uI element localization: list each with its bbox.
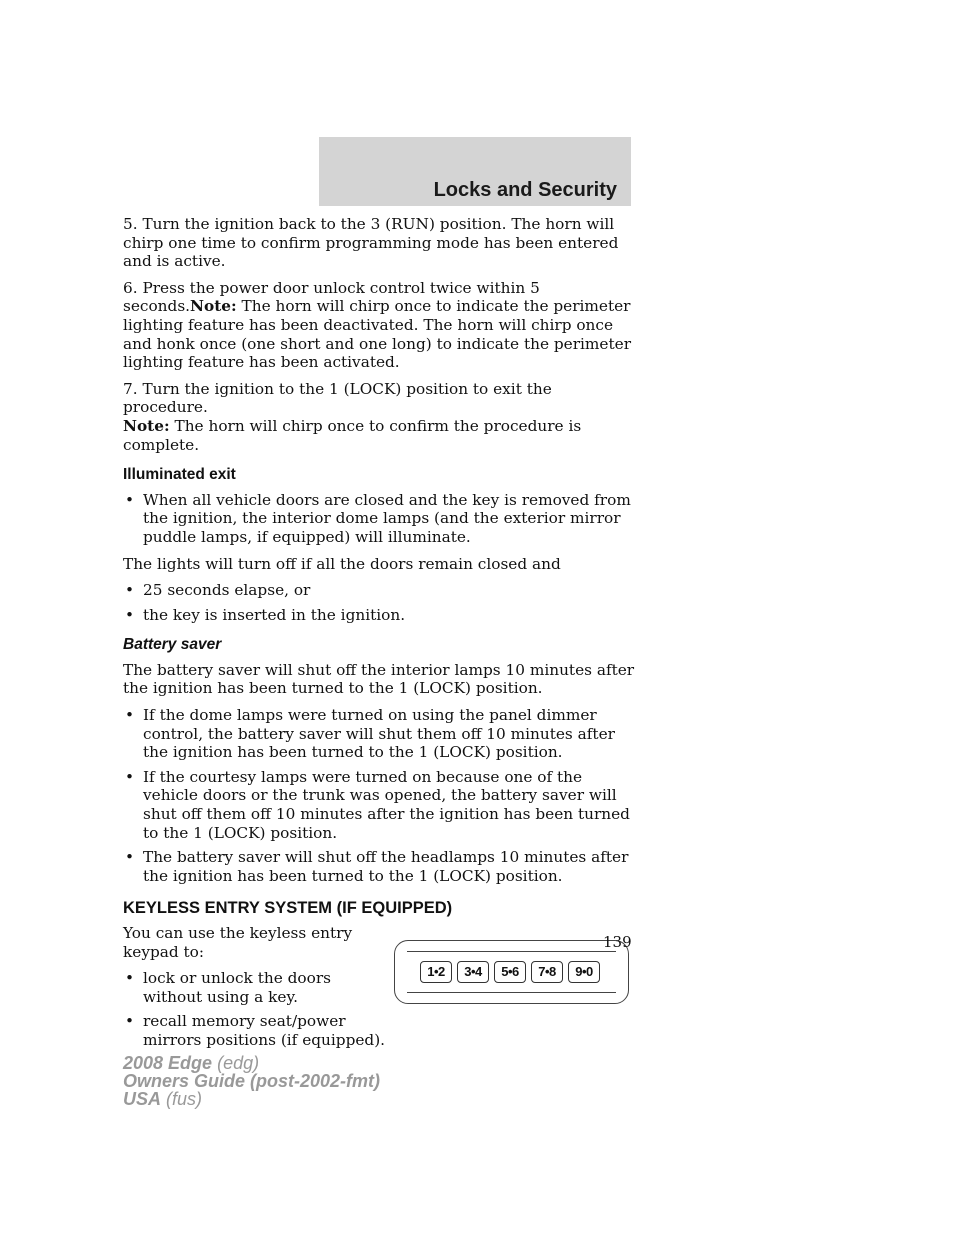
step-7-note-text: The horn will chirp once to confirm the procedure is complete. bbox=[123, 416, 582, 454]
page-content bbox=[123, 215, 638, 1058]
bullet-icon: • bbox=[125, 969, 135, 988]
list-item: • the key is inserted in the ignition. bbox=[125, 605, 406, 624]
list-item: • recall memory seat/power mirrors positions (if equipped). bbox=[125, 1012, 386, 1049]
illuminated-exit-list-1 bbox=[123, 491, 638, 547]
step-6-paragraph bbox=[123, 279, 638, 372]
section-title: Locks and Security bbox=[433, 179, 617, 201]
keypad-top-rail bbox=[407, 951, 616, 952]
battery-saver-list bbox=[123, 706, 638, 885]
bullet-icon: • bbox=[125, 706, 135, 725]
keyless-entry-intro: You can use the keyless entry keypad to: bbox=[123, 924, 353, 961]
illuminated-exit-intro: The lights will turn off if all the doors remain closed and bbox=[123, 554, 561, 573]
list-item: • If the dome lamps were turned on using the panel dimmer control, the battery saver will shut them off 10 minutes after the ignition has been turned to the 1 (LOCK) position. bbox=[125, 706, 615, 762]
keypad-key-1-2: 1•2 bbox=[420, 961, 452, 983]
keypad-key-5-6: 5•6 bbox=[494, 961, 526, 983]
bullet-icon: • bbox=[125, 767, 135, 786]
list-item: • 25 seconds elapse, or bbox=[125, 581, 311, 600]
keypad-key-3-4: 3•4 bbox=[457, 961, 489, 983]
keyless-entry-list bbox=[123, 969, 388, 1049]
list-item: • If the courtesy lamps were turned on because one of the vehicle doors or the trunk was opened, the battery saver will shut off them off 10 minutes after the ignition has been turned to the 1 (LOCK) position. bbox=[125, 767, 630, 842]
illuminated-exit-heading: Illuminated exit bbox=[123, 466, 236, 484]
section-header-band bbox=[319, 137, 631, 206]
step-7-paragraph bbox=[123, 380, 638, 454]
bullet-icon: • bbox=[125, 848, 135, 867]
keypad-bottom-rail bbox=[407, 992, 616, 993]
bullet-icon: • bbox=[125, 581, 135, 600]
illuminated-exit-list-2 bbox=[123, 581, 638, 624]
step-7-note-label: Note: bbox=[123, 416, 170, 435]
bullet-icon: • bbox=[125, 490, 135, 509]
step-7-text: 7. Turn the ignition to the 1 (LOCK) position to exit the procedure. bbox=[123, 379, 552, 417]
list-item: • When all vehicle doors are closed and the key is removed from the ignition, the interior dome lamps (and the exterior mirror puddle lamps, if equipped) will illuminate. bbox=[125, 490, 631, 546]
keyless-entry-heading: KEYLESS ENTRY SYSTEM (IF EQUIPPED) bbox=[123, 899, 453, 918]
footer-line-3: USA (fus) bbox=[123, 1089, 203, 1109]
battery-saver-heading: Battery saver bbox=[123, 636, 222, 654]
list-item: • lock or unlock the doors without using a key. bbox=[125, 969, 331, 1006]
keyless-entry-section bbox=[123, 924, 638, 1050]
page-number: 139 bbox=[603, 933, 632, 951]
footer-line-1: 2008 Edge (edg) bbox=[123, 1053, 260, 1073]
step-6-note-label: Note: bbox=[190, 297, 237, 316]
keypad-key-7-8: 7•8 bbox=[531, 961, 563, 983]
list-item: • The battery saver will shut off the headlamps 10 minutes after the ignition has been turned to the 1 (LOCK) position. bbox=[125, 848, 629, 885]
keypad-keys bbox=[420, 961, 600, 983]
step-6-text: 6. Press the power door unlock control twice within 5 seconds. bbox=[123, 278, 540, 316]
step-6-note-text: The horn will chirp once to indicate the perimeter lighting feature has been deactivated. The horn will chirp once and honk once (one short and one long) to indicate the perimeter lighting feature has been activated. bbox=[123, 297, 632, 372]
battery-saver-intro: The battery saver will shut off the interior lamps 10 minutes after the ignition has been turned to the 1 (LOCK) position. bbox=[123, 660, 635, 698]
keyless-entry-text bbox=[123, 924, 388, 1050]
step-5-paragraph: 5. Turn the ignition back to the 3 (RUN) position. The horn will chirp one time to confirm programming mode has been entered and is active. bbox=[123, 215, 619, 271]
keypad-illustration bbox=[394, 940, 629, 1004]
bullet-icon: • bbox=[125, 1012, 135, 1031]
keypad-key-9-0: 9•0 bbox=[568, 961, 600, 983]
bullet-icon: • bbox=[125, 605, 135, 624]
document-footer bbox=[123, 1054, 380, 1108]
footer-line-2: Owners Guide (post-2002-fmt) bbox=[123, 1071, 381, 1091]
